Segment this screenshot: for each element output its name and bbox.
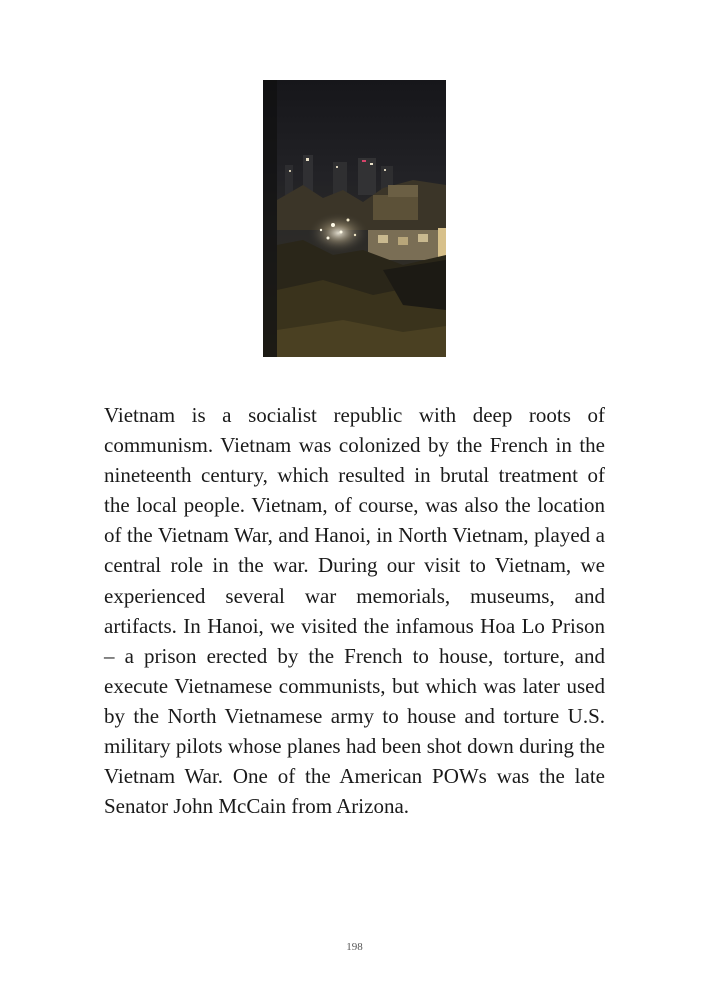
night-city-illustration: [263, 80, 446, 357]
page-number: 198: [346, 941, 363, 953]
body-paragraph: Vietnam is a socialist republic with deep roots of communism. Vietnam was colonized by the French in the nineteenth century, which resulted in brutal treatment of the local people. Vietnam, of course, was also the location of the Vietnam War, and Hanoi, in North Vietnam, played a central role in the war. During our visit to Vietnam, we experienced several war memorials, museums, and artifacts. In Hanoi, we visited the infamous Hoa Lo Prison – a prison erected by the French to house, torture, and execute Vietnamese communists, but which was later used by the North Vietnamese army to house and torture U.S. military pilots whose planes had been shot down during the Vietnam War. One of the American POWs was the late Senator John McCain from Arizona.: [104, 403, 605, 819]
night-city-photo: [263, 80, 446, 357]
